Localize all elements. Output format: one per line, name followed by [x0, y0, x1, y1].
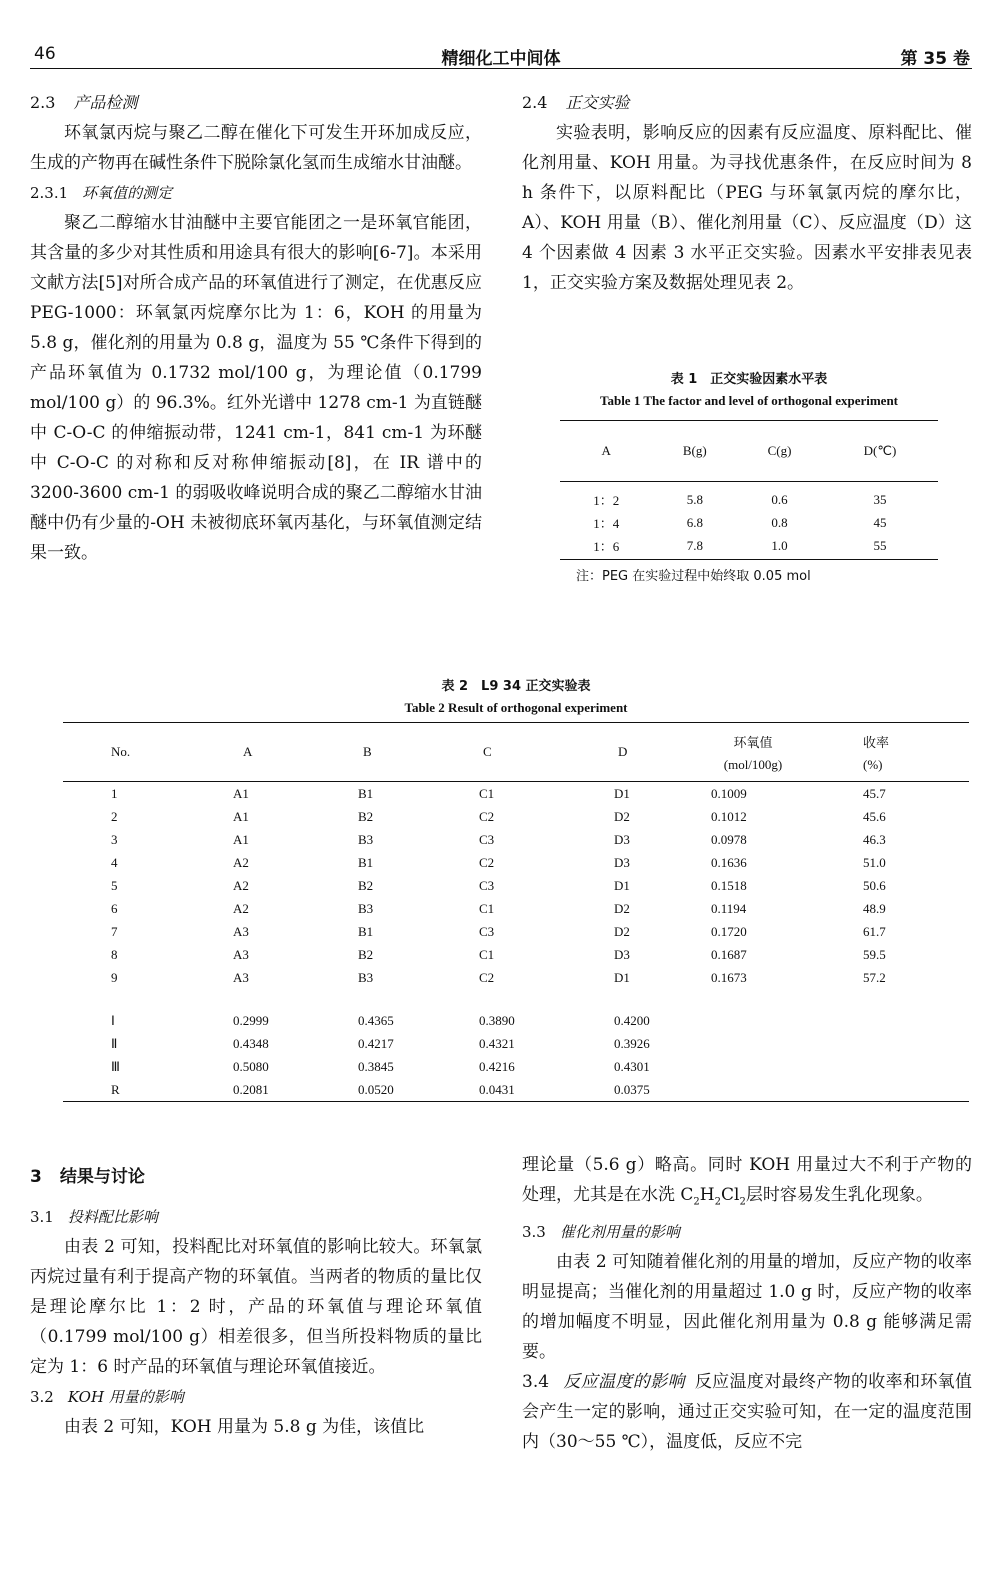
table2-cell: D1 [614, 969, 630, 985]
table2-cell: 6 [111, 900, 118, 916]
table2-cell: 0.0978 [711, 831, 747, 847]
section-3-2-heading: 3.2 KOH 用量的影响 [30, 1388, 184, 1406]
table2-cell: 0.3926 [614, 1035, 650, 1051]
table2-cell: 0.1194 [711, 900, 747, 916]
table2-row [63, 874, 969, 897]
table1-row [560, 534, 938, 560]
table2-cell: A1 [233, 808, 249, 824]
table2-cell: C1 [479, 785, 495, 801]
right-column-bottom [522, 1150, 972, 1457]
table2-cell: A3 [233, 923, 249, 939]
paragraph-3-1: 由表 2 可知，投料配比对环氧值的影响比较大。环氧氯丙烷过量有利于提高产物的环氧值。当两者的物质的量比仅是理论摩尔比 1：2 时，产品的环氧值与理论环氧值（0.1799 mol/100 g）相差很多，但当所投料物质的量比定为 1：6 时产品的环氧值与理论环氧值接近。 [30, 1237, 482, 1377]
table2-body [63, 782, 969, 1102]
table2-cell: D3 [614, 946, 630, 962]
table2-cell: Ⅱ [111, 1035, 118, 1051]
table2-cell: 0.1518 [711, 877, 747, 893]
table2-cell: 3 [111, 831, 118, 847]
table2-cell: 50.6 [863, 877, 886, 893]
table2-cell: D2 [614, 923, 630, 939]
table2-cell: 0.4321 [479, 1035, 515, 1051]
table2-cell: D3 [614, 831, 630, 847]
table2-cell: 59.5 [863, 946, 886, 962]
table2-cell: 0.1009 [711, 785, 747, 801]
table2-cell: D1 [614, 877, 630, 893]
table1-header-d: D(℃) [822, 421, 938, 482]
table2-cell: B3 [358, 969, 374, 985]
table2-cell: A2 [233, 854, 249, 870]
page-number: 46 [34, 44, 56, 64]
table2-cell: C1 [479, 946, 495, 962]
table1-caption-cn: 表 1 正交实验因素水平表 [670, 372, 828, 387]
table2-cell: 1 [111, 785, 118, 801]
table2-caption-en: Table 2 Result of orthogonal experiment [404, 700, 628, 715]
table2-cell: B3 [358, 831, 374, 847]
table1-header-b: B(g) [652, 421, 737, 482]
table1-cell: 0.6 [771, 491, 788, 507]
table2-cell: B3 [358, 900, 374, 916]
table2-cell: 51.0 [863, 854, 886, 870]
table1-header-row [560, 421, 938, 482]
table2-cell: 0.0375 [558, 1078, 683, 1102]
table1-note: 注：PEG 在实验过程中始终取 0.05 mol [576, 569, 811, 584]
left-column-top [30, 88, 482, 568]
table2-summary-row [63, 1032, 969, 1055]
table1-cell: 1：2 [593, 493, 620, 508]
table2-gap-row [63, 989, 969, 1009]
table2-cell: C2 [479, 854, 495, 870]
table2-cell: 5 [111, 877, 118, 893]
table1-row [560, 482, 938, 512]
table2-cell: 0.1687 [711, 946, 747, 962]
table2-cell: B2 [358, 877, 374, 893]
table2-cell: C2 [479, 969, 495, 985]
table2-header-epoxy: 环氧值 (mol/100g) [683, 723, 823, 782]
paragraph-3-2: 由表 2 可知，KOH 用量为 5.8 g 为佳，该值比 [64, 1417, 425, 1437]
table2-cell: 0.4216 [479, 1058, 515, 1074]
table2-cell: 2 [111, 808, 118, 824]
table2-summary-row [63, 1078, 969, 1102]
table2-cell: R [63, 1078, 183, 1102]
table2-cell: 0.4200 [614, 1012, 650, 1028]
paragraph-2-3-1: 聚乙二醇缩水甘油醚中主要官能团之一是环氧官能团，其含量的多少对其性质和用途具有很大的影响[6-7]。本采用文献方法[5]对所合成产品的环氧值进行了测定，在优惠反应 PEG-1000：环氧氯丙烷摩尔比为 1：6，KOH 的用量为 5.8 g，催化剂的用量为 0.8 g，温度为 55 ℃条件下得到的产品环氧值为 0.1732 mol/100 g，为理论值（0.1799 mol/100 g）的 96.3%。红外光谱中 1278 cm-1 为直链醚中 C-O-C 的伸缩振动带，1241 cm-1，841 cm-1 为环醚中 C-O-C 的对称和反对称伸缩振动[8]，在 IR 谱中的 3200-3600 cm-1 的弱吸收峰说明合成的聚乙二醇缩水甘油醚中仍有少量的-OH 未被彻底环氧丙基化，与环氧值测定结果一致。 [30, 213, 482, 563]
table2-row [63, 920, 969, 943]
table2-cell: D2 [614, 900, 630, 916]
table1-caption [560, 368, 938, 409]
table1 [560, 420, 938, 560]
table2-cell: 0.4365 [358, 1012, 394, 1028]
table2-cell: C3 [479, 831, 495, 847]
table1-header-a: A [560, 421, 652, 482]
table2-cell: 48.9 [863, 900, 886, 916]
table2-cell: 0.0520 [308, 1078, 433, 1102]
table2-row [63, 782, 969, 806]
table2-row [63, 851, 969, 874]
left-column-bottom [30, 1162, 482, 1442]
table2-cell: C3 [479, 923, 495, 939]
table2-caption [63, 675, 969, 716]
table2-cell: 46.3 [863, 831, 886, 847]
table2-header-d: D [558, 723, 683, 782]
table2-caption-cn: 表 2 L9 34 正交实验表 [441, 679, 591, 694]
volume-label: 第 35 卷 [900, 49, 970, 69]
running-head [30, 38, 972, 69]
table2-cell: Ⅰ [111, 1012, 115, 1028]
table2-cell: 9 [111, 969, 118, 985]
table2-cell: 0.2999 [233, 1012, 269, 1028]
paragraph-3-4: 3.4 反应温度的影响 反应温度对最终产物的收率和环氧值会产生一定的影响，通过正交实验可知，在一定的温度范围内（30～55 ℃），温度低，反应不完 [522, 1372, 973, 1453]
table2-row [63, 943, 969, 966]
table1-cell: 1.0 [737, 534, 822, 560]
table2-header-row [63, 723, 969, 782]
table2-cell: 0.1012 [711, 808, 747, 824]
table2-cell: 0.4217 [358, 1035, 394, 1051]
table2-cell: 57.2 [863, 969, 886, 985]
table2-header-a: A [183, 723, 308, 782]
table2-cell: D2 [614, 808, 630, 824]
section-3-heading: 3 结果与讨论 [30, 1167, 145, 1187]
table2-cell: C1 [479, 900, 495, 916]
table1-cell: 45 [873, 514, 887, 530]
table2-cell: 0.1673 [711, 969, 747, 985]
table2-cell: 8 [111, 946, 118, 962]
table2-header-b: B [308, 723, 433, 782]
paragraph-2-4: 实验表明，影响反应的因素有反应温度、原料配比、催化剂用量、KOH 用量。为寻找优惠条件，在反应时间为 8 h 条件下，以原料配比（PEG 与环氧氯丙烷的摩尔比，A）、KOH 用量（B）、催化剂用量（C）、反应温度（D）这 4 个因素做 4 因素 3 水平正交实验。因素水平安排表见表 1，正交实验方案及数据处理见表 2。 [522, 123, 972, 293]
section-2-4-heading: 2.4 正交实验 [522, 93, 630, 112]
table2 [63, 722, 969, 1102]
table2-cell: 0.1720 [711, 923, 747, 939]
journal-title: 精细化工中间体 [441, 49, 561, 69]
table2-cell: 0.3890 [479, 1012, 515, 1028]
table1-cell: 55 [822, 534, 938, 560]
table2-cell: D3 [614, 854, 630, 870]
table1-cell: 7.8 [652, 534, 737, 560]
paragraph-3-2-continued: 理论量（5.6 g）略高。同时 KOH 用量过大不利于产物的处理，尤其是在水洗 $C_2H_2Cl_2$层时容易发生乳化现象。 [522, 1155, 972, 1208]
table1-cell: 5.8 [686, 491, 703, 507]
section-3-1-heading: 3.1 投料配比影响 [30, 1208, 158, 1226]
table2-cell: 0.0431 [433, 1078, 558, 1102]
table2-row [63, 897, 969, 920]
table2-cell: 45.7 [863, 785, 886, 801]
table1-row [560, 511, 938, 534]
table2-cell: 0.2081 [183, 1078, 308, 1102]
table2-cell: B1 [358, 785, 374, 801]
section-2-3-1-heading: 2.3.1 环氧值的测定 [30, 184, 173, 202]
table2-cell: 0.4301 [614, 1058, 650, 1074]
table2-cell: 0.5080 [233, 1058, 269, 1074]
table2-row [63, 966, 969, 989]
table2-cell: A3 [233, 969, 249, 985]
table2-summary-row [63, 1009, 969, 1032]
table2-row [63, 805, 969, 828]
table2-header-no: No. [63, 723, 183, 782]
table1-cell: 1：6 [560, 534, 652, 560]
section-3-3-heading: 3.3 催化剂用量的影响 [522, 1223, 680, 1242]
table2-cell: B1 [358, 923, 374, 939]
table2-cell: 61.7 [863, 923, 886, 939]
table1-header-c: C(g) [737, 421, 822, 482]
table1-cell: 6.8 [686, 514, 703, 530]
table2-cell: B2 [358, 946, 374, 962]
table1-cell: 35 [873, 491, 887, 507]
table1-caption-en: Table 1 The factor and level of orthogonal experiment [599, 393, 899, 408]
right-column-top [522, 88, 972, 298]
table2-row [63, 828, 969, 851]
table2-cell: B2 [358, 808, 374, 824]
table2-cell: A2 [233, 877, 249, 893]
table2-cell: 45.6 [863, 808, 886, 824]
table2-cell: A1 [233, 831, 249, 847]
table2-cell: B1 [358, 854, 374, 870]
table2-cell: A1 [233, 785, 249, 801]
table2-cell: A3 [233, 946, 249, 962]
table1-cell: 0.8 [771, 514, 788, 530]
table2-cell: 0.3845 [358, 1058, 394, 1074]
table2-cell: Ⅲ [111, 1058, 120, 1074]
table2-cell: C2 [479, 808, 495, 824]
section-2-3-heading: 2.3 产品检测 [30, 93, 138, 112]
table2-cell: C3 [479, 877, 495, 893]
table2-cell: 7 [111, 923, 118, 939]
table2-header-yield: 收率 (%) [823, 723, 969, 782]
table2-cell: D1 [614, 785, 630, 801]
table2-header-c: C [433, 723, 558, 782]
table1-cell: 1：4 [593, 516, 620, 531]
paragraph-2-3: 环氧氯丙烷与聚乙二醇在催化下可发生开环加成反应，生成的产物再在碱性条件下脱除氯化氢而生成缩水甘油醚。 [30, 123, 482, 173]
table2-summary-row [63, 1055, 969, 1078]
table2-cell: 0.1636 [711, 854, 747, 870]
table2-cell: 4 [111, 854, 118, 870]
table2-cell: A2 [233, 900, 249, 916]
paragraph-3-3: 由表 2 可知随着催化剂的用量的增加，反应产物的收率明显提高；当催化剂的用量超过 1.0 g 时，反应产物的收率的增加幅度不明显，因此催化剂用量为 0.8 g 能够满足需要。 [522, 1252, 972, 1363]
table2-cell: 0.4348 [233, 1035, 269, 1051]
